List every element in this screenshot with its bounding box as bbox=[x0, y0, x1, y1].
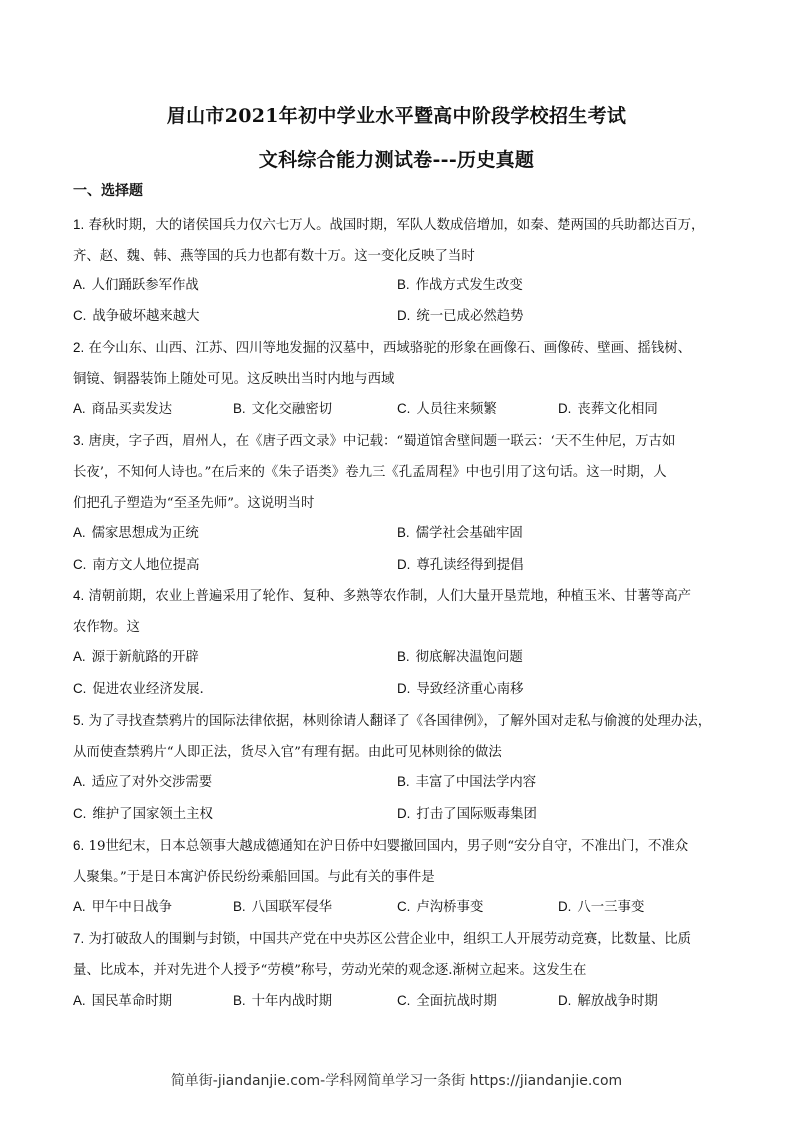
question-text-line bbox=[73, 332, 723, 364]
option-text: 儒学社会基础牢固 bbox=[415, 526, 523, 541]
option-text: 维护了国家领土主权 bbox=[92, 807, 213, 822]
options-row bbox=[73, 300, 723, 331]
option-a[interactable] bbox=[73, 891, 172, 923]
question-number: 1. bbox=[73, 217, 85, 232]
option-letter: A. bbox=[73, 899, 86, 914]
options-row bbox=[73, 641, 723, 672]
option-a[interactable] bbox=[73, 766, 212, 798]
question-text: 从而使查禁鸦片“人即正法，货尽入官”有理有据。由此可见林则徐的做法 bbox=[73, 745, 502, 760]
option-letter: B. bbox=[397, 525, 410, 540]
question-3 bbox=[73, 425, 723, 519]
exam-subtitle: 文科综合能力测试卷---历史真题 bbox=[258, 149, 535, 171]
option-text: 尊孔读经得到提倡 bbox=[416, 558, 524, 573]
option-text: 八一三事变 bbox=[577, 900, 645, 915]
option-b[interactable] bbox=[397, 517, 523, 549]
question-text: 19世纪末，日本总领事大越成德通知在沪日侨中妇婴撤回国内，男子则“安分自守，不准出门，不准众 bbox=[88, 839, 689, 854]
option-letter: D. bbox=[397, 557, 411, 572]
option-b[interactable] bbox=[233, 891, 332, 923]
option-b[interactable] bbox=[397, 641, 523, 673]
option-b[interactable] bbox=[397, 269, 523, 301]
question-number: 4. bbox=[73, 588, 85, 603]
question-text-line bbox=[73, 488, 723, 519]
option-text: 适应了对外交涉需要 bbox=[91, 775, 213, 790]
question-text: 为了寻找查禁鸦片的国际法律依据，林则徐请人翻译了《各国律例》，了解外国对走私与偷渡的处理办法， bbox=[88, 714, 712, 729]
option-letter: C. bbox=[73, 557, 87, 572]
option-letter: B. bbox=[233, 401, 246, 416]
option-d[interactable] bbox=[397, 798, 537, 830]
question-number: 2. bbox=[73, 340, 85, 355]
option-text: 商品买卖发达 bbox=[91, 402, 172, 417]
question-text-line bbox=[73, 580, 723, 612]
option-a[interactable] bbox=[73, 517, 199, 549]
question-text-line bbox=[73, 955, 723, 986]
option-letter: D. bbox=[397, 308, 411, 323]
question-text: 齐、赵、魏、韩、燕等国的兵力也都有数十万。这一变化反映了当时 bbox=[73, 249, 475, 264]
option-text: 人员往来频繁 bbox=[416, 402, 497, 417]
options-row bbox=[73, 673, 723, 704]
option-letter: C. bbox=[73, 308, 87, 323]
question-text-line bbox=[73, 457, 723, 488]
option-b[interactable] bbox=[397, 766, 536, 798]
option-letter: A. bbox=[73, 774, 86, 789]
option-c[interactable] bbox=[73, 300, 200, 332]
option-text: 南方文人地位提高 bbox=[92, 558, 200, 573]
option-text: 导致经济重心南移 bbox=[416, 682, 524, 697]
option-a[interactable] bbox=[73, 985, 172, 1017]
options-row bbox=[73, 985, 723, 1016]
question-text-line bbox=[73, 737, 723, 768]
option-letter: B. bbox=[397, 649, 410, 664]
option-letter: B. bbox=[397, 774, 410, 789]
option-letter: D. bbox=[397, 806, 411, 821]
option-c[interactable] bbox=[397, 985, 497, 1017]
options-row bbox=[73, 891, 723, 922]
question-text: 清朝前期，农业上普遍采用了轮作、复种、多熟等农作制，人们大量开垦荒地，种植玉米、甘薯等高产 bbox=[88, 589, 692, 604]
question-text-line bbox=[73, 923, 723, 955]
option-c[interactable] bbox=[73, 549, 200, 581]
option-c[interactable] bbox=[397, 393, 497, 425]
option-letter: D. bbox=[397, 681, 411, 696]
question-text: 在今山东、山西、江苏、四川等地发掘的汉墓中，西域骆驼的形象在画像石、画像砖、壁画、摇钱树、 bbox=[88, 341, 692, 356]
section-heading: 一、选择题 bbox=[73, 183, 143, 199]
option-letter: A. bbox=[73, 649, 86, 664]
option-letter: C. bbox=[73, 681, 87, 696]
question-text: 农作物。这 bbox=[73, 620, 140, 635]
options-row bbox=[73, 766, 723, 797]
exam-title: 眉山市2021年初中学业水平暨高中阶段学校招生考试 bbox=[166, 105, 627, 127]
option-a[interactable] bbox=[73, 393, 172, 425]
option-d[interactable] bbox=[558, 393, 658, 425]
option-text: 丰富了中国法学内容 bbox=[415, 775, 537, 790]
question-text: 铜镜、铜器装饰上随处可见。这反映出当时内地与西域 bbox=[73, 372, 395, 387]
option-text: 八国联军侵华 bbox=[251, 900, 332, 915]
question-5 bbox=[73, 705, 723, 768]
question-number: 7. bbox=[73, 931, 85, 946]
question-text: 长夜’，不知何人诗也。”在后来的《朱子语类》卷九三《孔孟周程》中也引用了这句话。这一时期，人 bbox=[73, 465, 667, 480]
option-letter: C. bbox=[397, 993, 411, 1008]
option-text: 解放战争时期 bbox=[577, 994, 658, 1009]
option-text: 国民革命时期 bbox=[91, 994, 172, 1009]
option-c[interactable] bbox=[73, 673, 204, 705]
option-letter: C. bbox=[397, 401, 411, 416]
question-text-line bbox=[73, 862, 723, 893]
option-text: 文化交融密切 bbox=[251, 402, 332, 417]
option-text: 战争破坏越来越大 bbox=[92, 309, 200, 324]
question-text-line bbox=[73, 830, 723, 862]
question-1 bbox=[73, 209, 723, 272]
question-text-line bbox=[73, 364, 723, 395]
question-text: 们把孔子塑造为“至圣先师”。这说明当时 bbox=[73, 496, 315, 511]
question-text: 人聚集。”于是日本寓沪侨民纷纷乘船回国。与此有关的事件是 bbox=[73, 870, 435, 885]
option-c[interactable] bbox=[73, 798, 213, 830]
question-text-line bbox=[73, 425, 723, 457]
option-letter: C. bbox=[397, 899, 411, 914]
option-letter: A. bbox=[73, 993, 86, 1008]
option-text: 打击了国际贩毒集团 bbox=[416, 807, 537, 822]
option-a[interactable] bbox=[73, 269, 199, 301]
option-text: 卢沟桥事变 bbox=[416, 900, 484, 915]
question-text: 唐庚，字子西，眉州人，在《唐子西文录》中记载：“蜀道馆舍壁间题一联云：‘天不生仲尼，万古如 bbox=[88, 434, 676, 449]
option-letter: B. bbox=[397, 277, 410, 292]
option-d[interactable] bbox=[558, 985, 658, 1017]
question-text-line bbox=[73, 612, 723, 643]
option-text: 促进农业经济发展. bbox=[92, 682, 204, 697]
question-text: 量、比成本，并对先进个人授予“劳模”称号，劳动光荣的观念逐.渐树立起来。这发生在 bbox=[73, 963, 587, 978]
option-text: 儒家思想成为正统 bbox=[91, 526, 199, 541]
option-letter: A. bbox=[73, 401, 86, 416]
option-c[interactable] bbox=[397, 891, 483, 923]
option-d[interactable] bbox=[558, 891, 644, 923]
option-d[interactable] bbox=[397, 549, 524, 581]
question-text-line bbox=[73, 209, 723, 241]
option-text: 作战方式发生改变 bbox=[415, 278, 523, 293]
option-text: 人们踊跃参军作战 bbox=[91, 278, 199, 293]
option-text: 十年内战时期 bbox=[251, 994, 332, 1009]
options-row bbox=[73, 393, 723, 424]
option-letter: D. bbox=[558, 401, 572, 416]
option-text: 全面抗战时期 bbox=[416, 994, 497, 1009]
option-text: 丧葬文化相同 bbox=[577, 402, 658, 417]
question-text: 为打破敌人的围剿与封锁，中国共产党在中央苏区公营企业中，组织工人开展劳动竞赛，比数量、比质 bbox=[88, 932, 692, 947]
question-text-line bbox=[73, 705, 723, 737]
option-letter: D. bbox=[558, 993, 572, 1008]
question-number: 3. bbox=[73, 433, 85, 448]
option-d[interactable] bbox=[397, 300, 524, 332]
option-letter: C. bbox=[73, 806, 87, 821]
options-row bbox=[73, 517, 723, 548]
question-number: 6. bbox=[73, 838, 85, 853]
question-7 bbox=[73, 923, 723, 986]
options-row bbox=[73, 269, 723, 300]
option-letter: D. bbox=[558, 899, 572, 914]
options-row bbox=[73, 798, 723, 829]
question-2 bbox=[73, 332, 723, 395]
option-b[interactable] bbox=[233, 985, 332, 1017]
option-letter: B. bbox=[233, 993, 246, 1008]
option-text: 彻底解决温饱问题 bbox=[415, 650, 523, 665]
question-6 bbox=[73, 830, 723, 893]
option-text: 源于新航路的开辟 bbox=[91, 650, 199, 665]
question-text-line bbox=[73, 241, 723, 272]
question-text: 春秋时期，大的诸侯国兵力仅六七万人。战国时期，军队人数成倍增加，如秦、楚两国的兵助都达百万， bbox=[88, 218, 705, 233]
option-text: 统一已成必然趋势 bbox=[416, 309, 524, 324]
option-text: 甲午中日战争 bbox=[91, 900, 172, 915]
footer-watermark: 简单街-jiandanjie.com-学科网简单学习一条街 https://jiandanjie.com bbox=[170, 1073, 623, 1089]
option-letter: B. bbox=[233, 899, 246, 914]
option-letter: A. bbox=[73, 277, 86, 292]
options-row bbox=[73, 549, 723, 580]
option-letter: A. bbox=[73, 525, 86, 540]
question-number: 5. bbox=[73, 713, 85, 728]
option-a[interactable] bbox=[73, 641, 199, 673]
option-b[interactable] bbox=[233, 393, 332, 425]
option-d[interactable] bbox=[397, 673, 524, 705]
question-4 bbox=[73, 580, 723, 643]
